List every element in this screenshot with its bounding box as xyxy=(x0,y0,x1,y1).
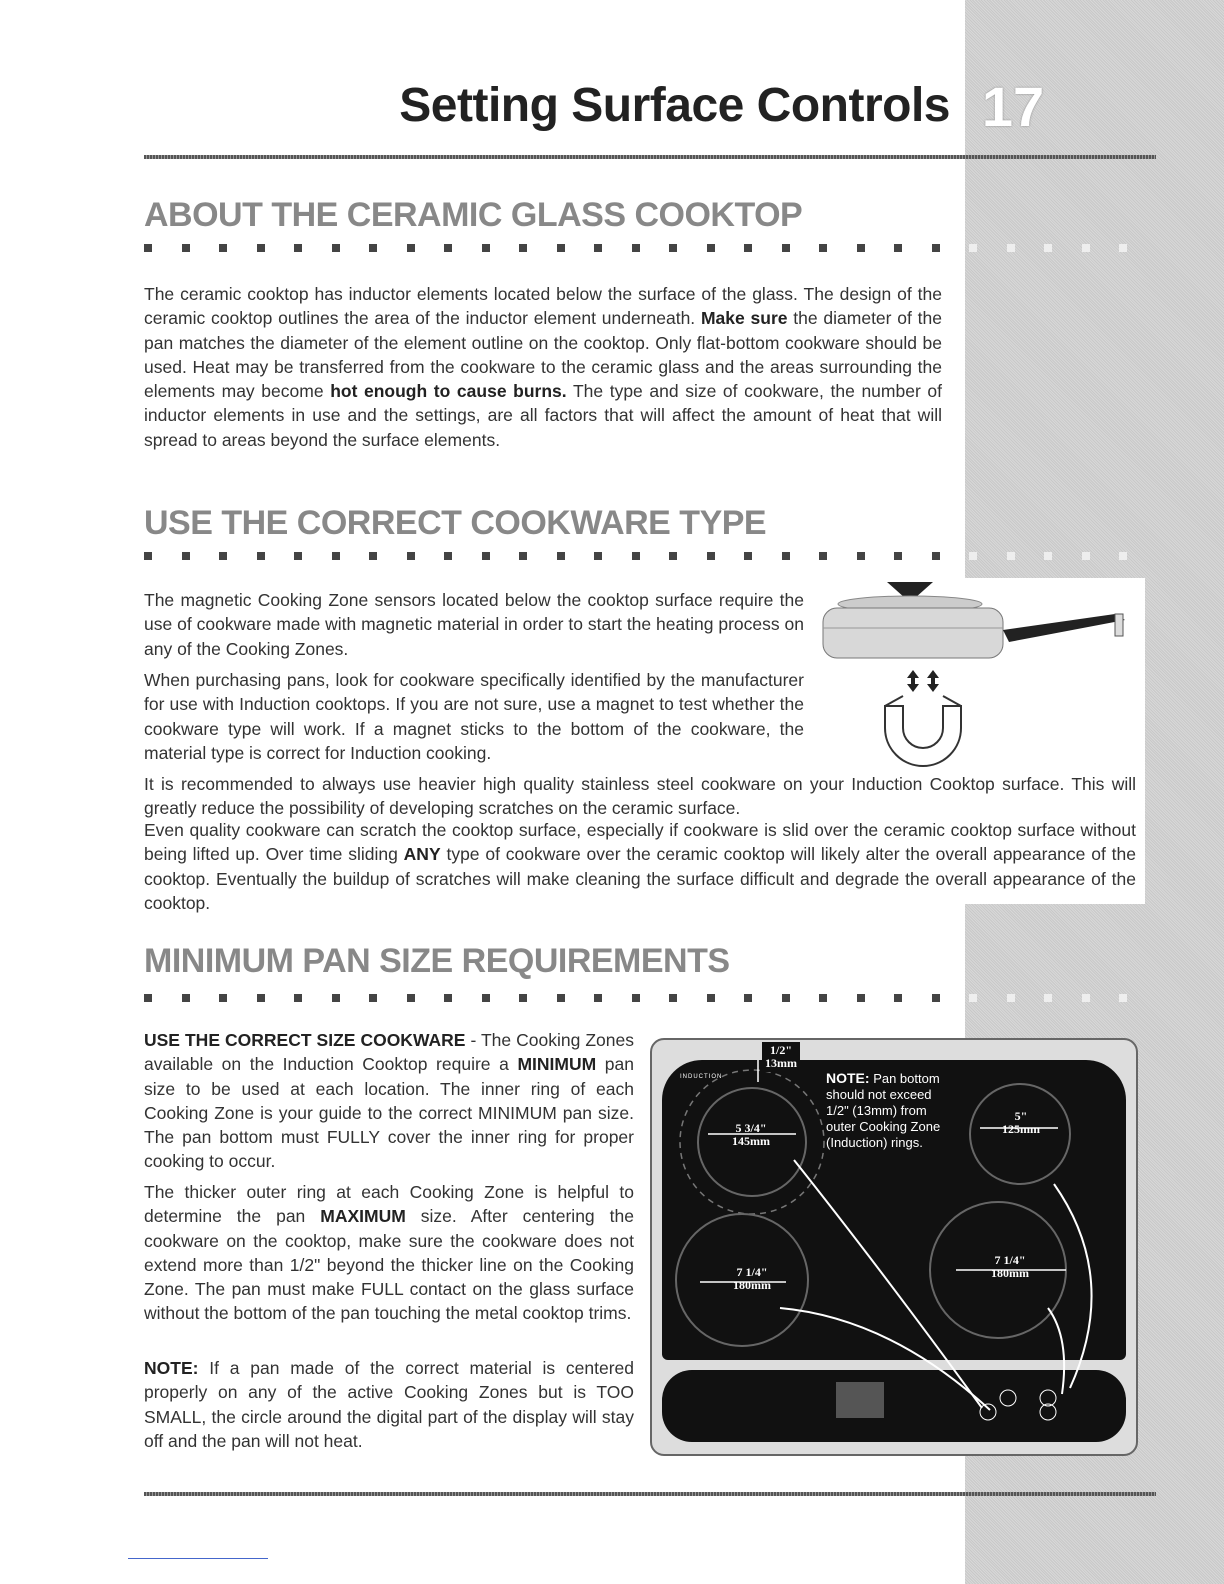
divider-dot xyxy=(557,994,565,1002)
divider-dot xyxy=(182,994,190,1002)
divider-dot xyxy=(332,244,340,252)
divider-dot xyxy=(1044,244,1052,252)
induction-label: INDUCTION xyxy=(680,1074,723,1080)
divider-dot xyxy=(482,552,490,560)
header-rule xyxy=(144,155,1156,159)
divider-dot xyxy=(969,552,977,560)
pointer-arrow xyxy=(1048,1308,1064,1394)
divider-dot xyxy=(1007,244,1015,252)
divider-dot xyxy=(707,552,715,560)
divider-dot xyxy=(1007,552,1015,560)
divider-dot xyxy=(369,994,377,1002)
divider-dot xyxy=(1119,552,1127,560)
dimension-label-top: 1/2" 13mm xyxy=(762,1042,800,1072)
divider-dot xyxy=(819,244,827,252)
divider-dot xyxy=(1082,994,1090,1002)
section-heading-ceramic-glass: ABOUT THE CERAMIC GLASS COOKTOP xyxy=(144,196,803,234)
divider-dot xyxy=(182,244,190,252)
divider-dot xyxy=(332,994,340,1002)
divider-dot xyxy=(369,552,377,560)
divider-dot xyxy=(1007,994,1015,1002)
divider-dot xyxy=(144,994,152,1002)
divider-dot xyxy=(407,994,415,1002)
divider-dot xyxy=(969,244,977,252)
divider-dot xyxy=(1044,552,1052,560)
control-knob-icon xyxy=(980,1404,996,1420)
pan-body xyxy=(823,608,1003,658)
divider-dot xyxy=(519,244,527,252)
divider-dot xyxy=(894,994,902,1002)
divider-dot xyxy=(219,994,227,1002)
up-down-arrow-icon xyxy=(927,670,939,692)
paragraph-maximum-size: The thicker outer ring at each Cooking Zone is helpful to determine the pan MAXIMUM size. After centering the cookware on the cooktop, make sure the cookware does not extend more than 1/2" beyond the thicker line on the Cooking Zone. The pan must make FULL contact on the glass surface without the bottom of the pan touching the metal cooktop trims. xyxy=(144,1182,634,1324)
divider-dot xyxy=(857,994,865,1002)
page-number: 17 xyxy=(981,75,1045,138)
dot-divider xyxy=(144,244,1144,252)
divider-dot xyxy=(894,244,902,252)
divider-dot xyxy=(894,552,902,560)
divider-dot xyxy=(632,994,640,1002)
divider-dot xyxy=(744,552,752,560)
divider-dot xyxy=(669,552,677,560)
divider-dot xyxy=(257,994,265,1002)
divider-dot xyxy=(632,552,640,560)
page-title: Setting Surface Controls xyxy=(399,79,950,132)
dot-divider xyxy=(144,994,1144,1002)
paragraph-purchasing-pans: When purchasing pans, look for cookware specifically identified by the manufacturer for use with Induction cooktops. If you are not sure, use a magnet to test whether the cookware type will work. If a magnet sticks to the bottom of the cookware, the material type is correct for Induction cooking. xyxy=(144,670,804,763)
footer-link-line xyxy=(128,1558,268,1559)
divider-dot xyxy=(144,244,152,252)
divider-dot xyxy=(444,552,452,560)
divider-dot xyxy=(482,244,490,252)
up-down-arrow-icon xyxy=(907,670,919,692)
zone-label-left-rear: 5 3/4" 145mm xyxy=(732,1121,770,1148)
divider-dot xyxy=(369,244,377,252)
zone-label-right-rear: 5" 125mm xyxy=(1002,1109,1040,1136)
divider-dot xyxy=(857,244,865,252)
divider-dot xyxy=(857,552,865,560)
divider-dot xyxy=(782,552,790,560)
section-heading-cookware-type: USE THE CORRECT COOKWARE TYPE xyxy=(144,504,767,542)
divider-dot xyxy=(744,994,752,1002)
divider-dot xyxy=(1119,244,1127,252)
divider-dot xyxy=(294,994,302,1002)
paragraph-magnetic-sensors: The magnetic Cooking Zone sensors located below the cooktop surface require the use of cookware made with magnetic material in order to start the heating process on any of the Cooking Zones. xyxy=(144,590,804,659)
zone-label-left-front: 7 1/4" 180mm xyxy=(733,1265,771,1292)
footer-rule xyxy=(144,1492,1156,1496)
pan-magnet-illustration xyxy=(815,578,1135,768)
diagram-note: NOTE: Pan bottom should not exceed 1/2" (13mm) from outer Cooking Zone (Induction) rings. xyxy=(826,1070,941,1150)
paragraph-note-too-small: NOTE: If a pan made of the correct material is centered properly on any of the active Cooking Zones but is TOO SMALL, the circle around the digital part of the display will stay off and the pan will not heat. xyxy=(144,1358,634,1451)
divider-dot xyxy=(819,552,827,560)
pointer-arrow xyxy=(780,1308,990,1410)
divider-dot xyxy=(294,552,302,560)
divider-dot xyxy=(932,552,940,560)
divider-dot xyxy=(219,244,227,252)
divider-dot xyxy=(407,244,415,252)
divider-dot xyxy=(594,552,602,560)
divider-dot xyxy=(557,244,565,252)
divider-dot xyxy=(594,244,602,252)
paragraph-scratches: Even quality cookware can scratch the cooktop surface, especially if cookware is slid over the ceramic cooktop surface without being lifted up. Over time sliding ANY type of cookware over the ceramic cooktop will likely alter the overall appearance of the cooktop. Eventually the buildup of scratches will make cleaning the surface difficult and degrade the overall appearance of the cooktop. xyxy=(144,820,1136,913)
paragraph-correct-size-cookware: USE THE CORRECT SIZE COOKWARE - The Cooking Zones available on the Induction Cooktop require a MINIMUM pan size to be used at each location. The inner ring of each Cooking Zone is your guide to the correct MINIMUM pan size. The pan bottom must FULLY cover the inner ring for proper cooking to occur. xyxy=(144,1030,634,1172)
pointer-arrow xyxy=(794,1160,982,1408)
divider-dot xyxy=(332,552,340,560)
paragraph-ceramic-glass: The ceramic cooktop has inductor elements located below the surface of the glass. The design of the ceramic cooktop outlines the area of the inductor element underneath. Make sure the diameter of the pan matches the diameter of the element outline on the cooktop. Only flat-bottom cookware should be used. Heat may be transferred from the cookware to the ceramic glass and the areas surrounding the elements may become hot enough to cause burns. The type and size of cookware, the number of inductor elements in use and the settings, are all factors that will affect the amount of heat that will spread to areas beyond the surface elements. xyxy=(144,284,942,450)
display-window xyxy=(836,1382,884,1418)
paragraph-stainless-recommendation: It is recommended to always use heavier high quality stainless steel cookware on your Induction Cooktop surface. This will greatly reduce the possibility of developing scratches on the ceramic surface. xyxy=(144,774,1136,819)
divider-dot xyxy=(257,244,265,252)
pan-handle xyxy=(1003,614,1125,642)
divider-dot xyxy=(407,552,415,560)
zone-label-right-front: 7 1/4" 180mm xyxy=(991,1253,1029,1280)
divider-dot xyxy=(782,244,790,252)
pointer-arrow xyxy=(1054,1184,1092,1388)
magnet-icon xyxy=(885,706,961,766)
divider-dot xyxy=(294,244,302,252)
divider-dot xyxy=(594,994,602,1002)
section-heading-minimum-pan-size: MINIMUM PAN SIZE REQUIREMENTS xyxy=(144,942,730,980)
divider-dot xyxy=(1082,244,1090,252)
divider-dot xyxy=(219,552,227,560)
divider-dot xyxy=(669,244,677,252)
divider-dot xyxy=(707,244,715,252)
divider-dot xyxy=(819,994,827,1002)
divider-dot xyxy=(519,552,527,560)
control-knob-icon xyxy=(1000,1390,1016,1406)
divider-dot xyxy=(1044,994,1052,1002)
divider-dot xyxy=(744,244,752,252)
dot-divider xyxy=(144,552,1144,560)
divider-dot xyxy=(444,244,452,252)
divider-dot xyxy=(519,994,527,1002)
divider-dot xyxy=(707,994,715,1002)
divider-dot xyxy=(182,552,190,560)
divider-dot xyxy=(257,552,265,560)
divider-dot xyxy=(932,994,940,1002)
divider-dot xyxy=(782,994,790,1002)
divider-dot xyxy=(144,552,152,560)
divider-dot xyxy=(632,244,640,252)
divider-dot xyxy=(444,994,452,1002)
divider-dot xyxy=(669,994,677,1002)
divider-dot xyxy=(932,244,940,252)
divider-dot xyxy=(969,994,977,1002)
divider-dot xyxy=(1119,994,1127,1002)
divider-dot xyxy=(557,552,565,560)
divider-dot xyxy=(482,994,490,1002)
divider-dot xyxy=(1082,552,1090,560)
